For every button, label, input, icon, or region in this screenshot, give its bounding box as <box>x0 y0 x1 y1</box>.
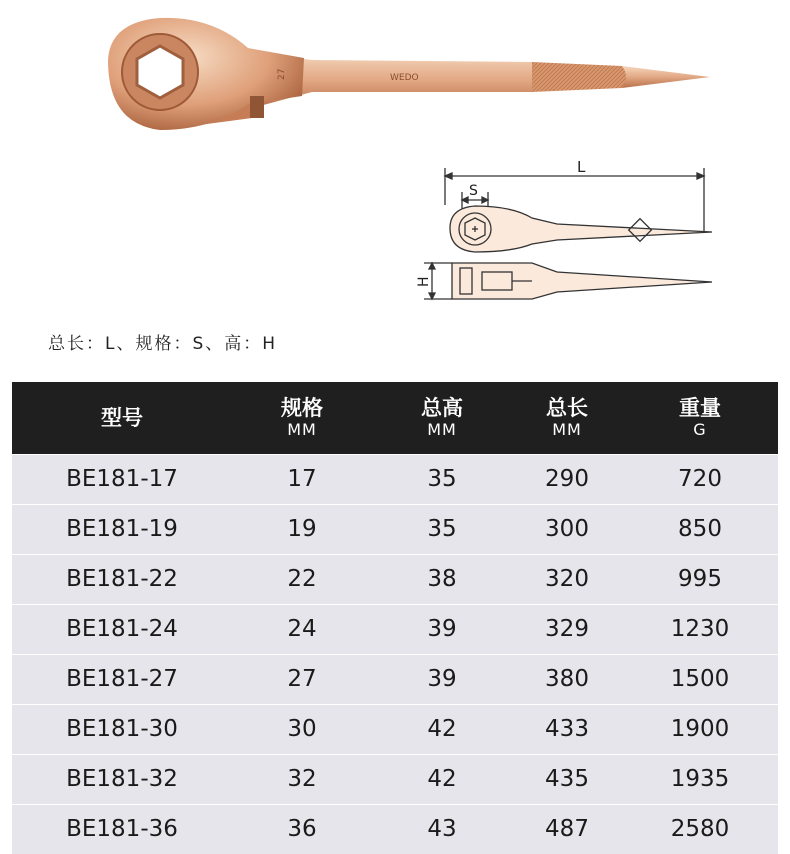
cell-height: 43 <box>427 816 457 843</box>
cell-spec: 36 <box>287 816 317 843</box>
cell-model: BE181-30 <box>66 716 178 742</box>
dimension-l-label: L <box>577 158 586 176</box>
header-spec: 规格 MM <box>281 395 323 439</box>
table-row <box>12 504 778 554</box>
cell-length: 329 <box>545 616 589 642</box>
table-row <box>12 604 778 654</box>
cell-spec: 27 <box>287 666 317 692</box>
table-header-row <box>12 382 778 454</box>
head-mark: 27 <box>277 68 287 80</box>
cell-model: BE181-27 <box>66 666 178 692</box>
cell-weight: 1500 <box>670 666 730 692</box>
table-row <box>12 804 778 854</box>
cell-length: 435 <box>545 766 589 792</box>
table-row <box>12 454 778 504</box>
cell-spec: 19 <box>287 516 317 542</box>
cell-weight: 1900 <box>670 716 730 742</box>
dimension-h-label: H <box>416 276 432 287</box>
table-row <box>12 654 778 704</box>
cell-model: BE181-22 <box>66 566 178 592</box>
cell-model: BE181-36 <box>66 816 178 843</box>
cell-weight: 995 <box>678 566 722 592</box>
table-row <box>12 754 778 804</box>
header-weight: 重量 G <box>679 395 721 439</box>
cell-spec: 17 <box>287 466 317 492</box>
shank-mark: WEDO <box>390 73 419 83</box>
dimension-caption: 总长：L、规格：S、高：H <box>48 334 278 354</box>
cell-weight: 850 <box>678 516 722 542</box>
cell-length: 487 <box>545 816 589 843</box>
cell-weight: 1935 <box>670 766 730 792</box>
cell-spec: 32 <box>287 766 317 792</box>
cell-height: 38 <box>427 566 457 592</box>
cell-height: 42 <box>427 766 457 792</box>
cell-length: 433 <box>545 716 589 742</box>
cell-height: 42 <box>427 716 457 742</box>
product-image-panel <box>12 0 778 370</box>
cell-weight: 720 <box>678 466 722 492</box>
cell-height: 39 <box>427 616 457 642</box>
cell-model: BE181-24 <box>66 616 178 642</box>
cell-height: 35 <box>427 466 457 492</box>
header-length: 总长 MM <box>546 395 588 439</box>
cell-length: 300 <box>545 516 589 542</box>
cell-model: BE181-32 <box>66 766 178 792</box>
dimension-diagram <box>12 0 778 320</box>
cell-spec: 24 <box>287 616 317 642</box>
table-row <box>12 554 778 604</box>
header-model: 型号 <box>101 405 143 430</box>
table-row <box>12 704 778 754</box>
cell-weight: 2580 <box>670 816 730 843</box>
header-height: 总高 MM <box>421 395 463 439</box>
cell-model: BE181-19 <box>66 516 178 542</box>
cell-length: 320 <box>545 566 589 592</box>
cell-length: 290 <box>545 466 589 492</box>
cell-length: 380 <box>545 666 589 692</box>
cell-spec: 30 <box>287 716 317 742</box>
cell-weight: 1230 <box>670 616 730 642</box>
spec-table <box>12 382 778 854</box>
cell-height: 35 <box>427 516 457 542</box>
dimension-s-label: S <box>469 183 478 199</box>
cell-spec: 22 <box>287 566 317 592</box>
cell-height: 39 <box>427 666 457 692</box>
cell-model: BE181-17 <box>66 466 178 492</box>
